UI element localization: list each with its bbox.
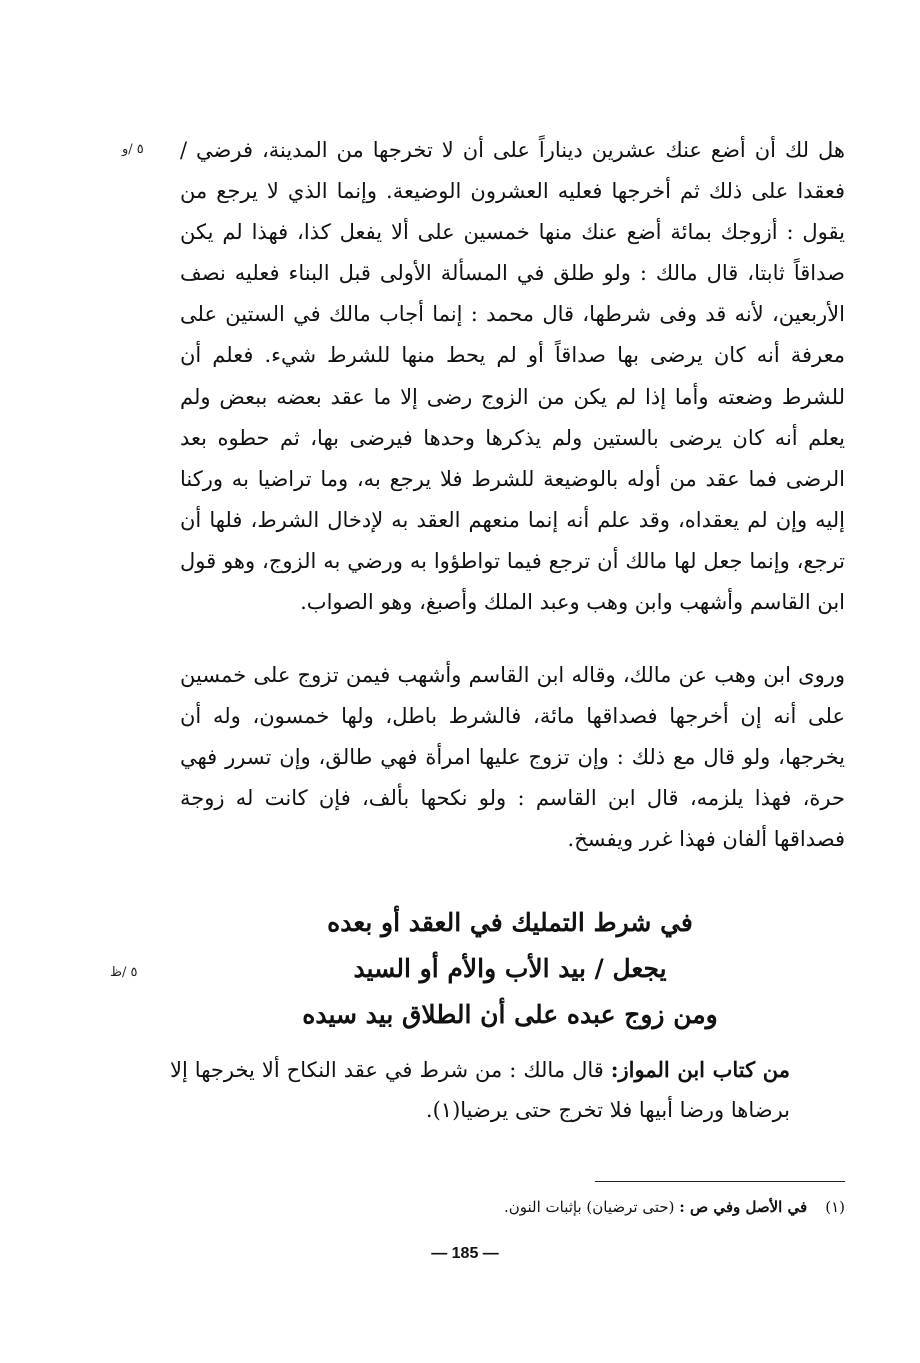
body-paragraph-3-text: قال مالك : من شرط في عقد النكاح ألا يخرجها إلا برضاها ورضا أبيها فلا تخرج حتى يرضيا(١). xyxy=(170,1058,790,1122)
footnote-separator xyxy=(595,1181,845,1182)
book-reference: من كتاب ابن المواز: xyxy=(610,1057,790,1082)
body-paragraph-1: هل لك أن أضع عنك عشرين ديناراً على أن لا تخرجها من المدينة، فرضي / فعقدا على ذلك ثم أخرجها فعليه العشرون الوضيعة. وإنما الذي لا يرجع من يقول : أزوجك بمائة أضع عنك منها خمسين على ألا يفعل كذا، فهذا لم يكن صداقاً ثابتا، قال مالك : ولو طلق في المسألة الأولى قبل البناء فعليه نصف الأربعين، لأنه قد وفى شرطها، قال محمد : إنما أجاب مالك في الستين على معرفة أنه كان يرضى بها صداقاً أو لم يحط منها للشرط شيء. فعلم أن للشرط وضعته وأما إذا لم يكن من الزوج رضى إلا ما عقد بعضه ببعض ولم يعلم أنه كان يرضى بالستين ولم يذكرها وحدها فيرضى بها، ثم حطوه بعد الرضى فما عقد من أوله بالوضيعة للشرط فلا يرجع به، وما تراضيا به وركنا إليه وإن لم يعقداه، وقد علم أنه إنما منعهم العقد به لإدخال الشرط، فلها أن ترجع، وإنما جعل لها مالك أن ترجع فيما تواطؤوا به ورضي به الزوج، وهو قول ابن القاسم وأشهب وابن وهب وعبد الملك وأصبغ، وهو الصواب. xyxy=(180,138,845,615)
margin-folio-note-recto: ٥ /و xyxy=(122,142,144,157)
section-heading-line-3: ومن زوج عبده على أن الطلاق بيد سيده xyxy=(302,1000,718,1029)
section-heading-line-2: يجعل / بيد الأب والأم أو السيد xyxy=(353,954,667,983)
margin-folio-note-verso: ٥ /ظ xyxy=(110,965,138,980)
footnote-number: (١) xyxy=(825,1198,845,1216)
body-paragraph-3 xyxy=(170,1050,790,1130)
body-paragraph-2: وروى ابن وهب عن مالك، وقاله ابن القاسم وأشهب فيمن تزوج على خمسين على أنه إن أخرجها فصداقها مائة، فالشرط باطل، ولها خمسون، وله أن يخرجها، ولو قال مع ذلك : وإن تزوج عليها امرأة فهي طالق، وإن تسرر فهي حرة، فهذا يلزمه، قال ابن القاسم : ولو نكحها بألف، فإن كانت له زوجة فصداقها ألفان فهذا غرر ويفسخ. xyxy=(180,663,845,852)
section-heading xyxy=(210,900,810,1038)
section-heading-line-1: في شرط التمليك في العقد أو بعده xyxy=(327,908,693,937)
footnote xyxy=(300,1195,845,1219)
footnote-text: (حتى ترضيان) بإثبات النون. xyxy=(503,1198,680,1216)
page-number: — 185 — xyxy=(431,1245,499,1262)
footnote-source: في الأصل وفي ص : xyxy=(679,1198,808,1216)
